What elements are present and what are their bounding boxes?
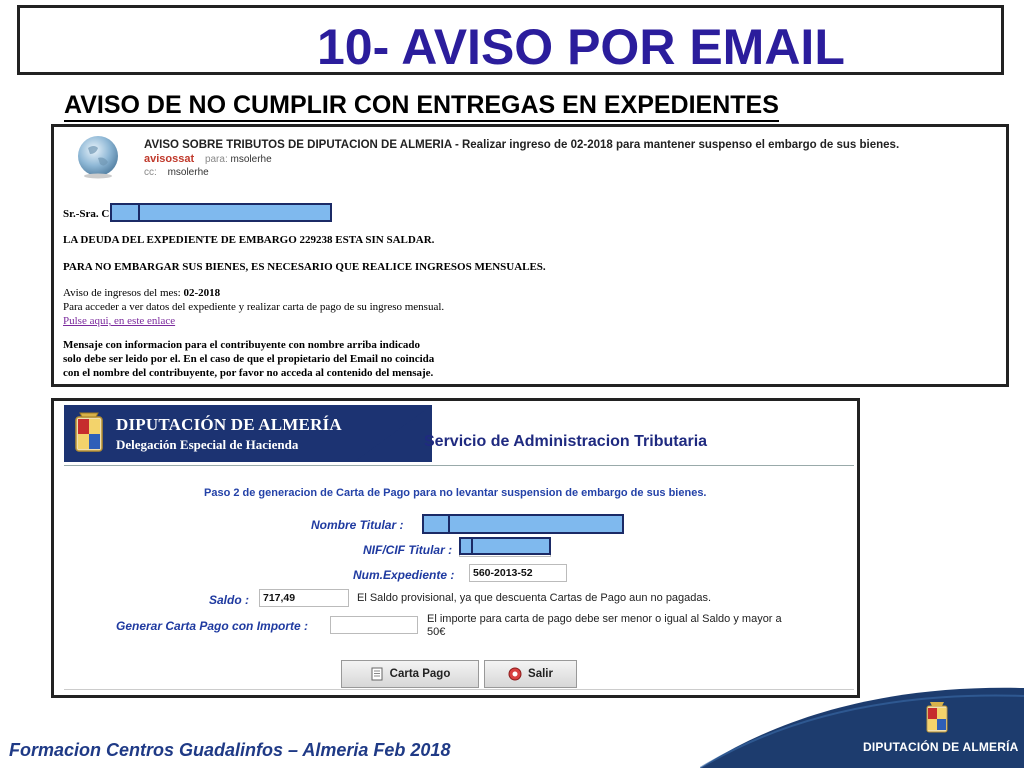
redacted-nombre — [422, 514, 624, 534]
header-divider — [64, 465, 854, 466]
email-debt-line: LA DEUDA DEL EXPEDIENTE DE EMBARGO 229238 ESTA SIN SALDAR. — [63, 234, 435, 246]
footer-crest-icon — [925, 700, 949, 736]
email-disclaimer-2: solo debe ser leido por el. En el caso de que el propietario del Email no coincida — [63, 353, 435, 365]
footer-swoosh — [700, 680, 1024, 768]
importe-label: Generar Carta Pago con Importe : — [116, 619, 309, 633]
email-instruction: PARA NO EMBARGAR SUS BIENES, ES NECESARIO QUE REALICE INGRESOS MENSUALES. — [63, 261, 546, 273]
banner-subtitle: Delegación Especial de Hacienda — [116, 437, 299, 452]
importe-note: El importe para carta de pago debe ser menor o igual al Saldo y mayor a 50€ — [427, 613, 782, 638]
slide-footer: Formacion Centros Guadalinfos – Almeria Feb 2018 — [9, 740, 451, 760]
importe-input[interactable] — [330, 616, 418, 634]
carta-pago-label: Carta Pago — [389, 668, 451, 680]
email-cc-line — [144, 167, 209, 178]
step-text: Paso 2 de generacion de Carta de Pago para no levantar suspension de embargo de sus bienes. — [204, 487, 707, 499]
email-month-line — [63, 286, 220, 300]
nif-label: NIF/CIF Titular : — [363, 543, 453, 557]
expediente-label: Num.Expediente : — [353, 568, 455, 582]
email-screenshot — [51, 124, 1009, 387]
email-salutation: Sr.-Sra. C — [63, 208, 110, 220]
saldo-note: El Saldo provisional, ya que descuenta Cartas de Pago aun no pagadas. — [357, 592, 712, 604]
email-cc: msolerhe — [167, 167, 209, 178]
service-title: Servicio de Administracion Tributaria — [424, 433, 708, 450]
email-to-label: para: — [204, 154, 228, 165]
banner-title: DIPUTACIÓN DE ALMERÍA — [116, 415, 342, 434]
email-subject: AVISO SOBRE TRIBUTOS DE DIPUTACION DE ALMERIA - Realizar ingreso de 02-2018 para mantener suspenso el embargo de sus bienes. — [144, 139, 900, 151]
email-disclaimer-1: Mensaje con informacion para el contribuyente con nombre arriba indicado — [63, 339, 420, 351]
expediente-field: 560-2013-52 — [469, 564, 567, 582]
email-cc-label: cc: — [144, 167, 157, 178]
email-access-text: Para acceder a ver datos del expediente y realizar carta de pago de su ingreso mensual. — [63, 301, 445, 313]
globe-icon — [74, 132, 122, 180]
salir-label: Salir — [528, 668, 553, 680]
email-to: msolerhe — [230, 154, 272, 165]
email-sender: avisossat — [144, 153, 195, 165]
crest-icon — [74, 409, 104, 457]
email-link[interactable]: Pulse aqui, en este enlace — [63, 315, 176, 327]
email-from-line — [144, 153, 272, 165]
saldo-field: 717,49 — [259, 589, 349, 607]
footer-logo-text: DIPUTACIÓN DE ALMERÍA — [863, 740, 1019, 754]
slide-subtitle: AVISO DE NO CUMPLIR CON ENTREGAS EN EXPEDIENTES — [64, 90, 779, 122]
exit-icon — [508, 667, 522, 681]
salir-button[interactable] — [484, 660, 577, 688]
email-month-label: Aviso de ingresos del mes: — [63, 287, 181, 299]
redacted-name — [110, 203, 332, 222]
email-link-line — [63, 314, 175, 328]
slide-title: 10- AVISO POR EMAIL — [317, 19, 845, 75]
slide-title-frame — [17, 5, 1004, 75]
nombre-titular-label: Nombre Titular : — [311, 518, 404, 532]
banner-edge — [354, 405, 432, 462]
carta-pago-button[interactable] — [341, 660, 479, 688]
email-month-value: 02-2018 — [183, 287, 221, 299]
saldo-label: Saldo : — [209, 593, 250, 607]
document-icon — [370, 667, 384, 681]
email-disclaimer-3: con el nombre del contribuyente, por favor no acceda al contenido del mensaje. — [63, 367, 434, 379]
tax-service-screenshot — [51, 398, 860, 698]
redacted-nif — [459, 537, 551, 555]
